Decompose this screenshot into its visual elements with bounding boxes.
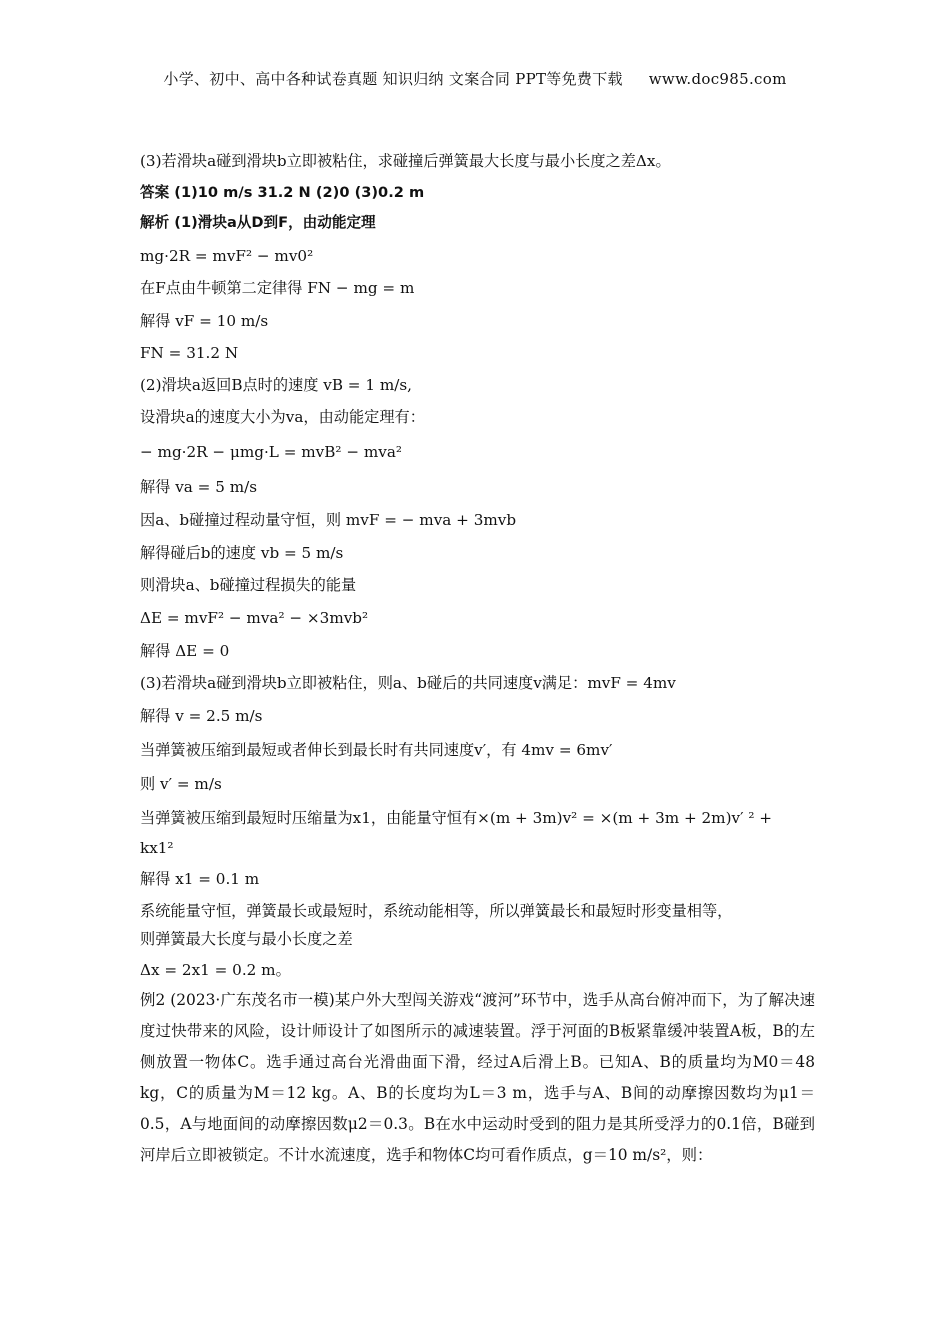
header-text: 小学、初中、高中各种试卷真题 知识归纳 文案合同 PPT等免费下载 <box>163 70 623 88</box>
solution-line: 当弹簧被压缩到最短时压缩量为x1，由能量守恒有×(m + 3m)v² = ×(m + 3m + 2m)v′ ² + <box>140 809 773 827</box>
equation-line: mg·2R = mvF² − mv0² <box>140 247 314 265</box>
example-2-paragraph: 例2 (2023·广东茂名市一模)某户外大型闯关游戏“渡河”环节中，选手从高台俯冲而下，为了解决速度过快带来的风险，设计师设计了如图所示的减速装置。浮于河面的B板紧靠缓冲装置A板，B的左侧放置一物体C。选手通过高台光滑曲面下滑，经过A后滑上B。已知A、B的质量均为M0＝48 kg，C的质量为M＝12 kg。A、B的长度均为L＝3 m，选手与A、B间的动摩擦因数均为μ1＝0.5，A与地面间的动摩擦因数μ2＝0.3。B在水中运动时受到的阻力是其所受浮力的0.1倍，B碰到河岸后立即被锁定。不计水流速度，选手和物体C均可看作质点，g＝10 m/s²，则： <box>140 991 815 1164</box>
solution-line: 解得 ΔE = 0 <box>140 642 230 660</box>
answer-line: 答案 (1)10 m/s 31.2 N (2)0 (3)0.2 m <box>140 184 425 201</box>
solution-line: 在F点由牛顿第二定律得 FN − mg = m <box>140 279 415 297</box>
solution-line: 则 v′ = m/s <box>140 775 222 793</box>
solution-line: kx1² <box>140 839 174 857</box>
solution-line: (2)滑块a返回B点时的速度 vB = 1 m/s, <box>140 376 412 394</box>
solution-line: 解得 vF = 10 m/s <box>140 312 269 330</box>
equation-line: − mg·2R − μmg·L = mvB² − mva² <box>140 443 403 461</box>
solution-line: 系统能量守恒，弹簧最长或最短时，系统动能相等，所以弹簧最长和最短时形变量相等， <box>140 902 733 920</box>
solution-line: (3)若滑块a碰到滑块b立即被粘住，则a、b碰后的共同速度v满足：mvF = 4mv <box>140 674 676 692</box>
solution-line: Δx = 2x1 = 0.2 m。 <box>140 961 291 979</box>
analysis-heading: 解析 (1)滑块a从D到F，由动能定理 <box>140 214 376 231</box>
solution-line: 解得 v = 2.5 m/s <box>140 707 263 725</box>
solution-line: 则滑块a、b碰撞过程损失的能量 <box>140 576 357 594</box>
solution-line: 当弹簧被压缩到最短或者伸长到最长时有共同速度v′，有 4mv = 6mv′ <box>140 741 613 759</box>
equation-line: ΔE = mvF² − mva² − ×3mvb² <box>140 609 369 627</box>
solution-line: 因a、b碰撞过程动量守恒，则 mvF = − mva + 3mvb <box>140 511 517 529</box>
solution-line: 则弹簧最大长度与最小长度之差 <box>140 930 353 948</box>
page-header <box>0 68 950 89</box>
solution-line: 解得 x1 = 0.1 m <box>140 870 260 888</box>
solution-line: FN = 31.2 N <box>140 344 239 362</box>
solution-line: 解得 va = 5 m/s <box>140 478 258 496</box>
solution-line: 解得碰后b的速度 vb = 5 m/s <box>140 544 344 562</box>
question-part-3: (3)若滑块a碰到滑块b立即被粘住，求碰撞后弹簧最大长度与最小长度之差Δx。 <box>140 152 671 170</box>
solution-line: 设滑块a的速度大小为va，由动能定理有： <box>140 408 425 426</box>
header-site: www.doc985.com <box>648 70 787 88</box>
